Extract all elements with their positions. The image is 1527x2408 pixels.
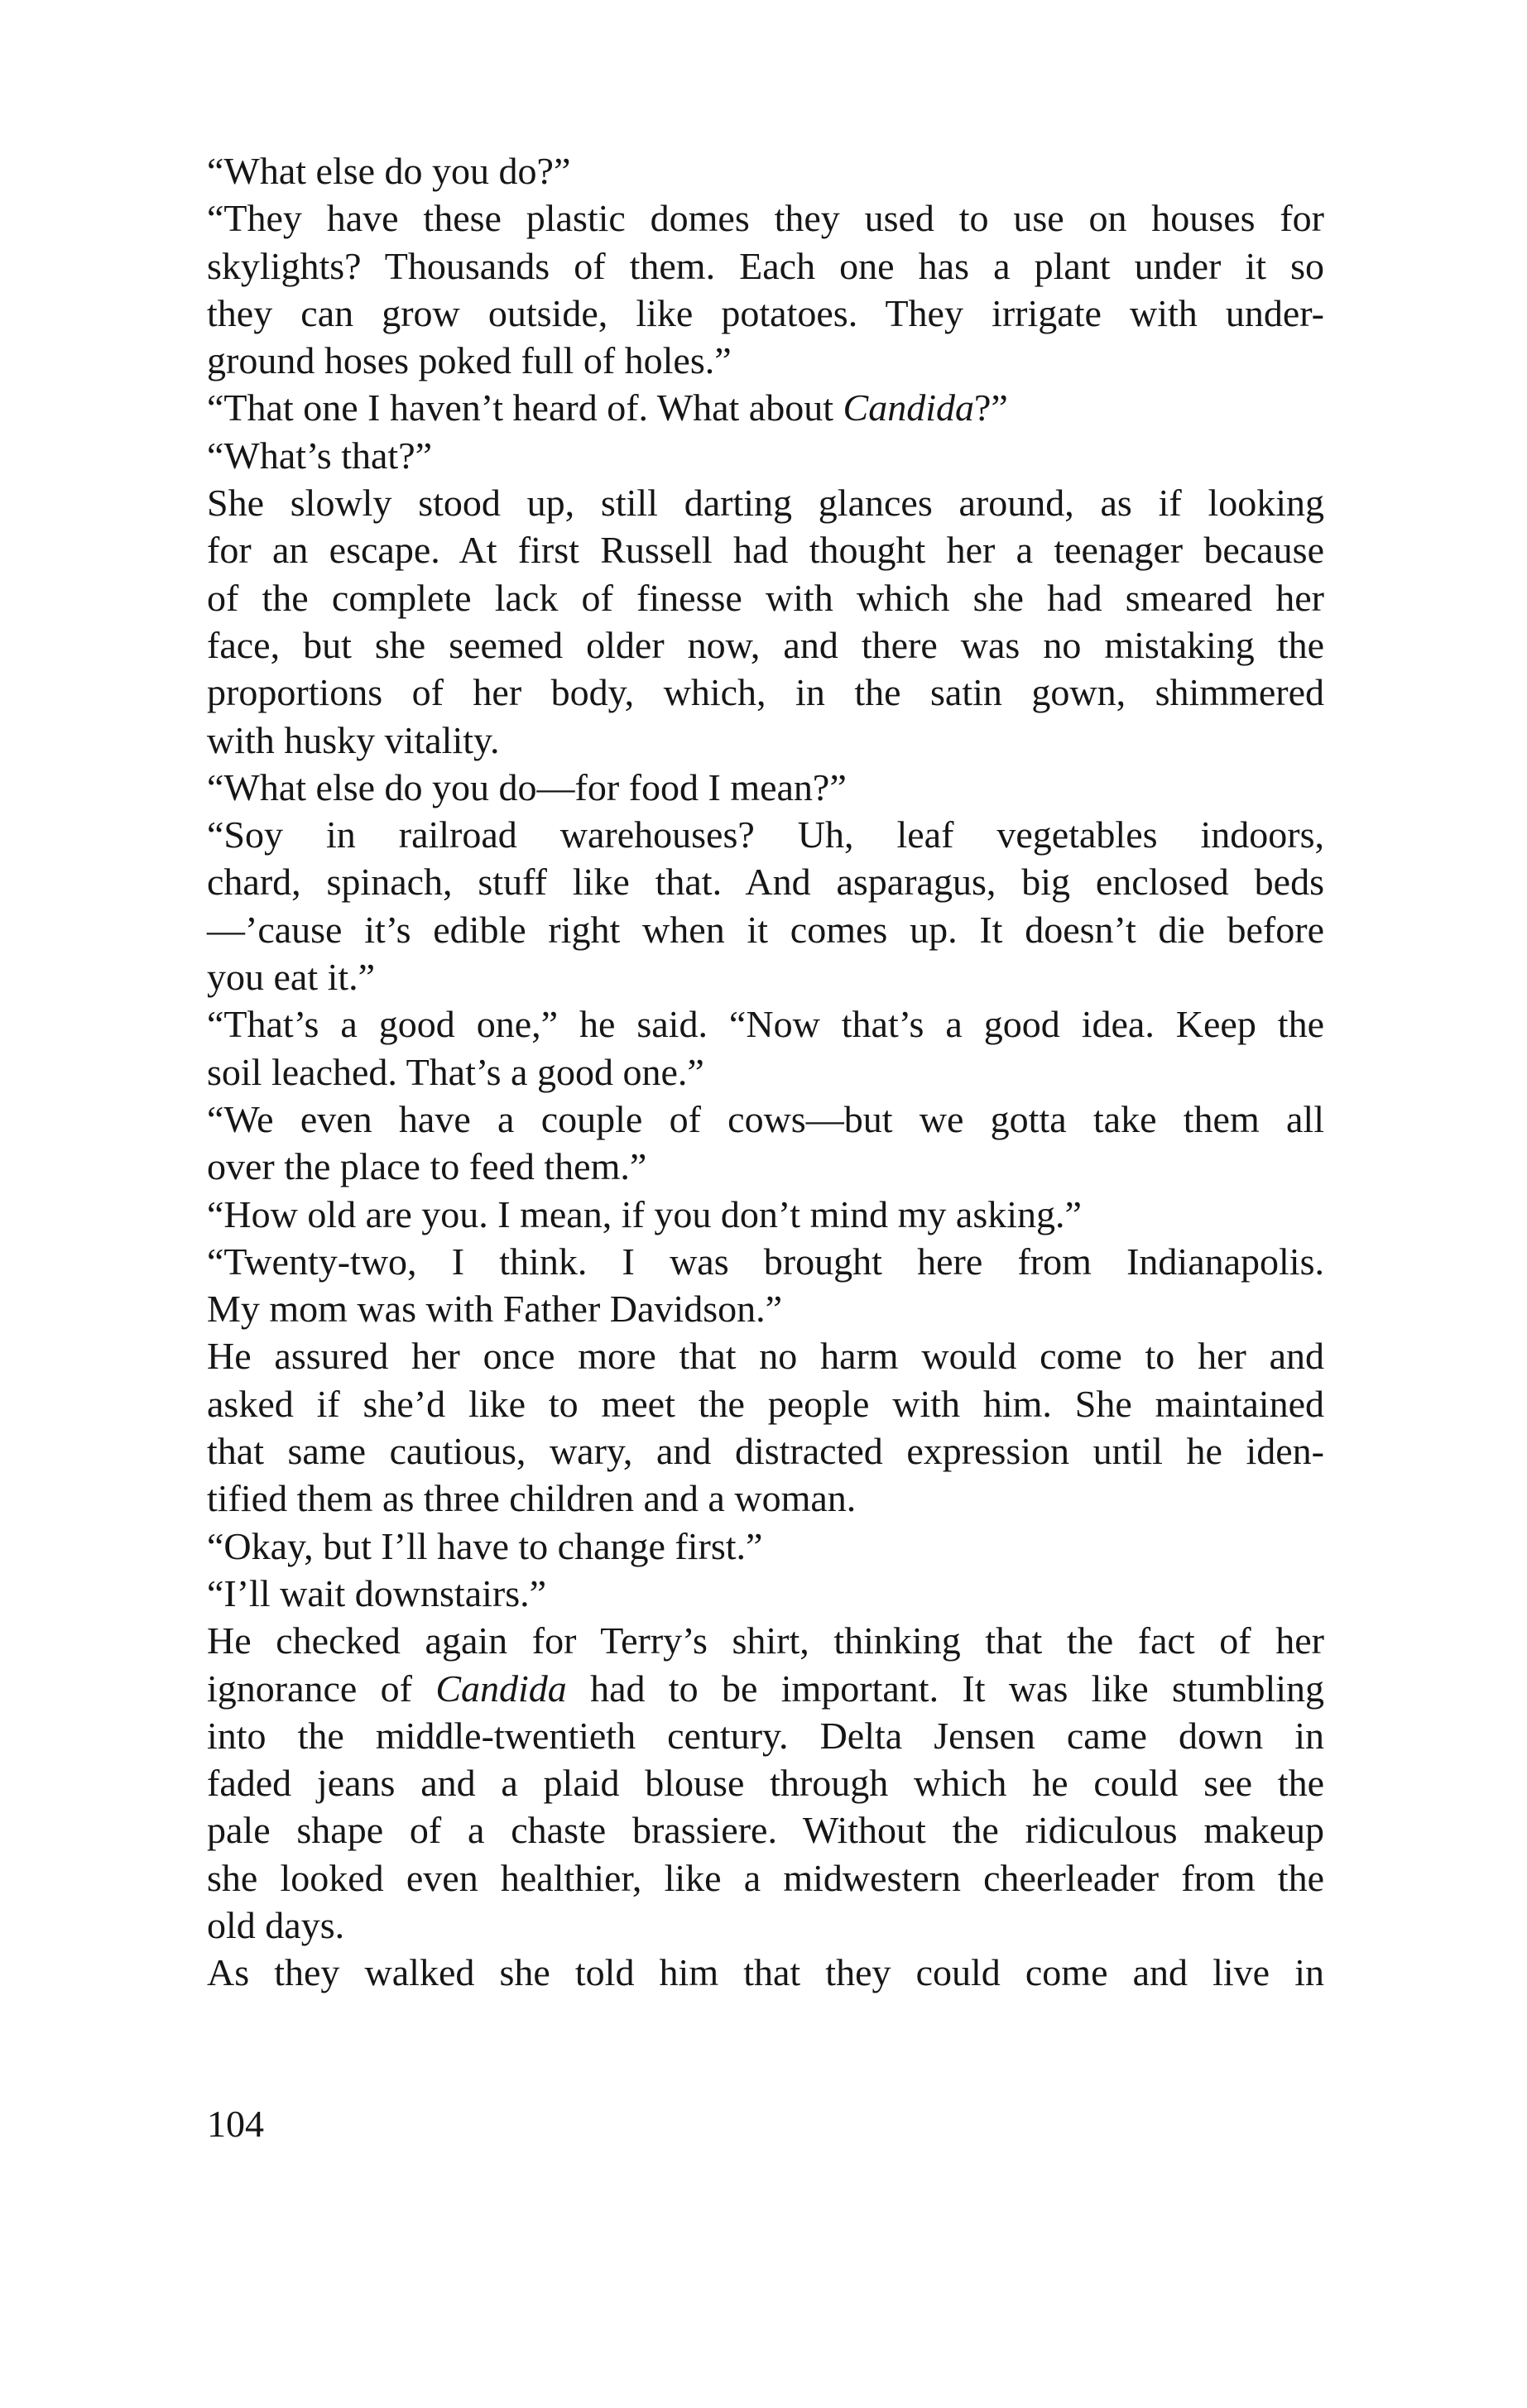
- text-line: into the middle-twentieth century. Delta Jensen came down in: [207, 1714, 1324, 1757]
- text-line: they can grow outside, like potatoes. They irrigate with under-: [207, 291, 1324, 334]
- text-line: “What’s that?”: [207, 434, 433, 477]
- text-line: pale shape of a chaste brassiere. Without the ridiculous makeup: [207, 1809, 1324, 1852]
- text-line: ignorance of Candida had to be important. It was like stumbling: [207, 1667, 1325, 1710]
- text-line: “They have these plastic domes they used to use on houses for: [207, 197, 1324, 240]
- text-line: skylights? Thousands of them. Each one has a plant under it so: [207, 244, 1324, 287]
- text-line: old days.: [207, 1903, 345, 1946]
- page-number: 104: [207, 2103, 264, 2145]
- text-line: —’cause it’s edible right when it comes up. It doesn’t die before: [207, 908, 1324, 951]
- text-line: that same cautious, wary, and distracted expression until he iden-: [207, 1430, 1324, 1473]
- text-line: “Twenty-two, I think. I was brought here from Indianapolis.: [207, 1240, 1324, 1283]
- text-line: faded jeans and a plaid blouse through which he could see the: [207, 1762, 1324, 1805]
- text-line: asked if she’d like to meet the people with him. She maintained: [207, 1382, 1324, 1425]
- text-line: “That one I haven’t heard of. What about Candida?”: [207, 386, 1008, 429]
- text-line: “We even have a couple of cows—but we gotta take them all: [207, 1097, 1324, 1140]
- text-line: she looked even healthier, like a midwestern cheerleader from the: [207, 1856, 1324, 1899]
- text-line: over the place to feed them.”: [207, 1145, 647, 1188]
- body-text: [207, 147, 1324, 1997]
- text-line: “How old are you. I mean, if you don’t mind my asking.”: [207, 1192, 1082, 1235]
- text-line: My mom was with Father Davidson.”: [207, 1288, 783, 1331]
- text-line: He checked again for Terry’s shirt, thinking that the fact of her: [207, 1619, 1324, 1662]
- text-line: chard, spinach, stuff like that. And asparagus, big enclosed beds: [207, 861, 1324, 904]
- text-line: tified them as three children and a woman.: [207, 1477, 857, 1520]
- text-line: He assured her once more that no harm would come to her and: [207, 1335, 1324, 1378]
- text-line: of the complete lack of finesse with which she had smeared her: [207, 576, 1324, 619]
- text-line: “Okay, but I’ll have to change first.”: [207, 1524, 763, 1567]
- text-line: face, but she seemed older now, and there was no mistaking the: [207, 623, 1324, 666]
- text-line: She slowly stood up, still darting glances around, as if looking: [207, 482, 1324, 525]
- text-line: ground hoses poked full of holes.”: [207, 339, 732, 382]
- text-line: As they walked she told him that they could come and live in: [207, 1951, 1324, 1994]
- text-line: proportions of her body, which, in the satin gown, shimmered: [207, 671, 1324, 714]
- text-line: “What else do you do?”: [207, 150, 571, 192]
- text-line: “Soy in railroad warehouses? Uh, leaf vegetables indoors,: [207, 813, 1324, 856]
- text-line: for an escape. At first Russell had thought her a teenager because: [207, 529, 1324, 572]
- text-line: “That’s a good one,” he said. “Now that’s a good idea. Keep the: [207, 1003, 1324, 1046]
- text-line: you eat it.”: [207, 956, 376, 999]
- text-line: with husky vitality.: [207, 718, 500, 761]
- text-line: “I’ll wait downstairs.”: [207, 1571, 547, 1614]
- text-line: soil leached. That’s a good one.”: [207, 1050, 704, 1093]
- text-line: “What else do you do—for food I mean?”: [207, 765, 847, 808]
